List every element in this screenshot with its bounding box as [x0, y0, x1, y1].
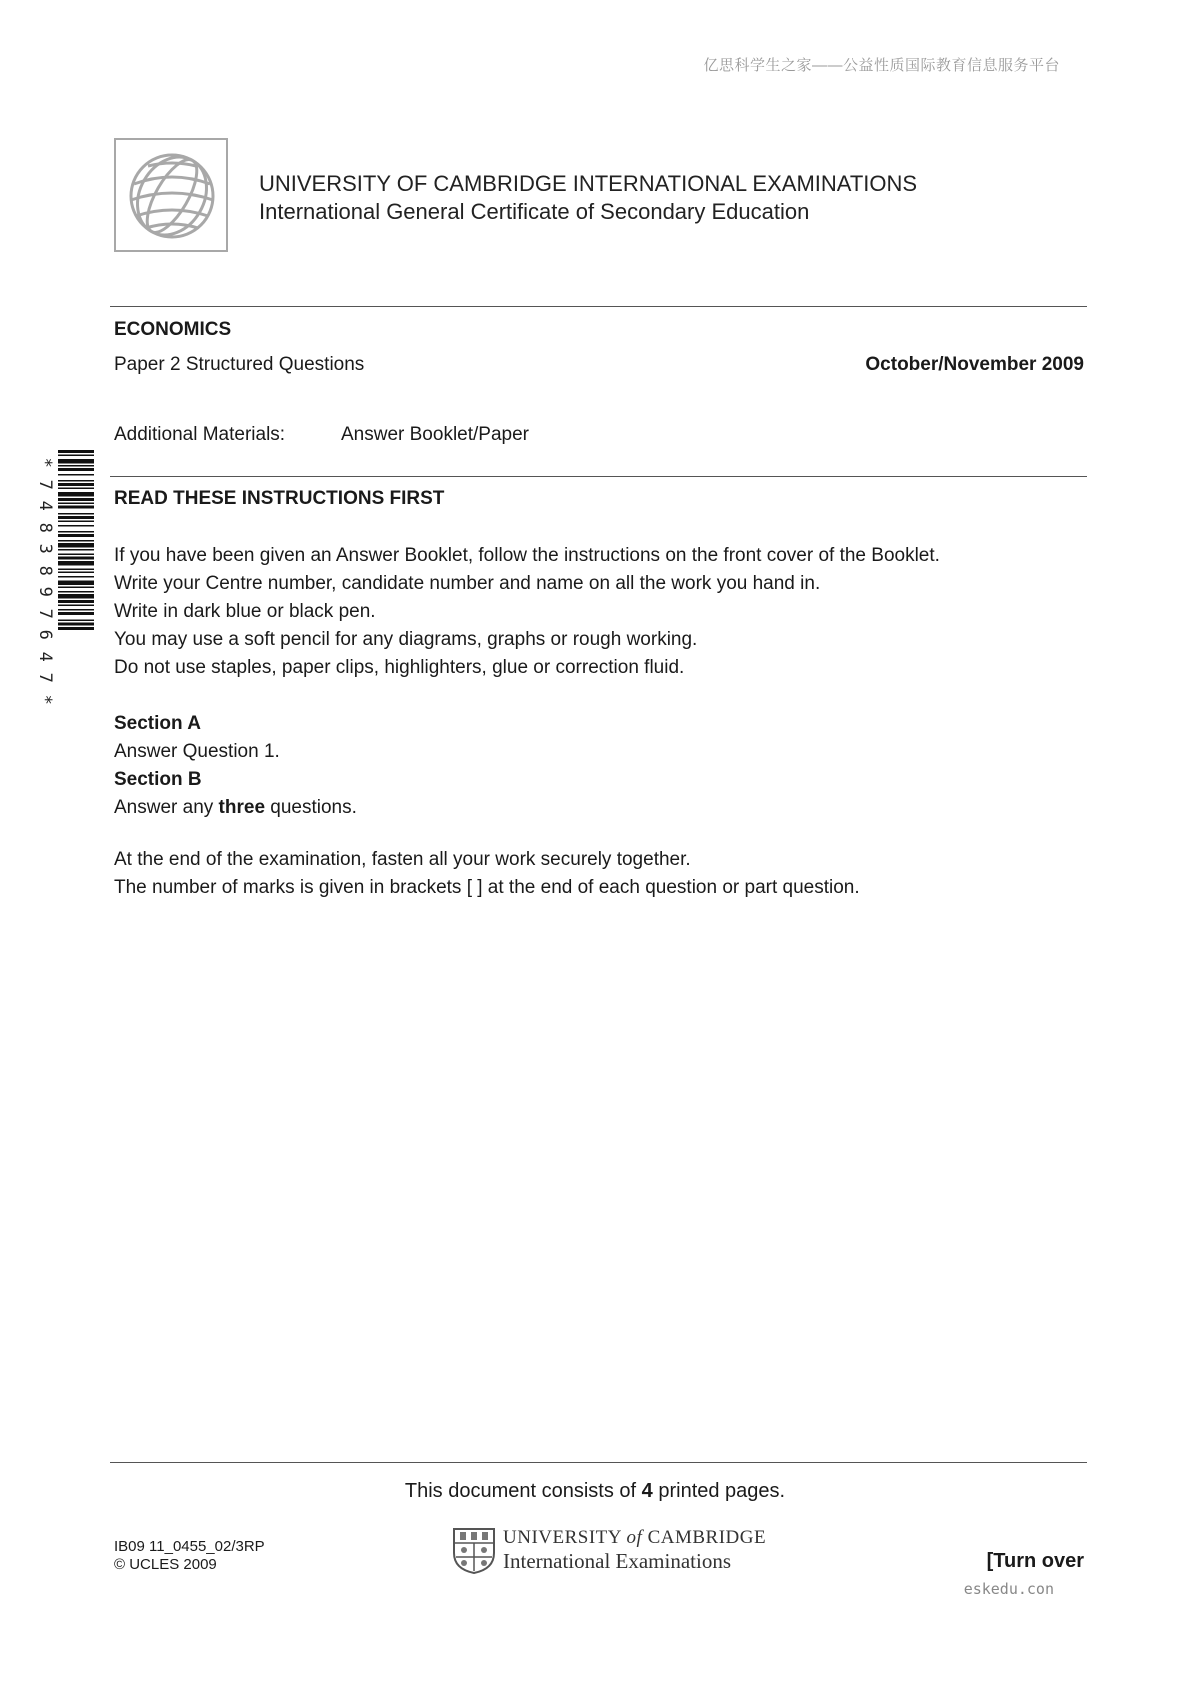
barcode-digit: 9: [34, 586, 55, 597]
cambridge-shield-icon: [452, 1527, 496, 1575]
barcode-bar: [58, 576, 94, 578]
materials-value: Answer Booklet/Paper: [341, 424, 529, 445]
barcode-bar: [58, 627, 94, 630]
barcode-bar: [58, 455, 94, 457]
barcode-graphic: [58, 450, 94, 676]
barcode-bar: [58, 561, 94, 566]
qualification-name: International General Certificate of Secondary Education: [259, 199, 810, 224]
section-b-text-pre: Answer any: [114, 797, 219, 818]
instructions-divider: [110, 476, 1087, 477]
barcode-bar: [58, 549, 94, 551]
barcode-digit: 4: [34, 651, 55, 662]
barcode-bar: [58, 521, 94, 523]
section-a-text: Answer Question 1.: [114, 741, 280, 762]
section-instructions: [114, 710, 357, 822]
paper-code: IB09 11_0455_02/3RP: [114, 1538, 265, 1555]
barcode-digit: 8: [34, 522, 55, 533]
closing-instructions: [114, 846, 860, 902]
barcode-bar: [58, 605, 94, 607]
board-name: UNIVERSITY OF CAMBRIDGE INTERNATIONAL EXAMINATIONS: [259, 171, 918, 196]
barcode-number: [34, 452, 54, 710]
barcode-bar: [58, 474, 94, 476]
instructions-heading: READ THESE INSTRUCTIONS FIRST: [114, 488, 445, 509]
barcode-bar: [58, 591, 94, 593]
barcode-bar: [58, 468, 94, 471]
page-count-pre: This document consists of: [404, 1480, 642, 1502]
uc-cambridge: CAMBRIDGE: [647, 1527, 767, 1548]
copyright: © UCLES 2009: [114, 1556, 217, 1573]
barcode-bar: [58, 623, 94, 626]
barcode-bar: [58, 620, 94, 622]
barcode-digit: 3: [34, 543, 55, 554]
page-count-note: [0, 1480, 1190, 1503]
section-a-label: Section A: [114, 713, 201, 734]
barcode-bar: [58, 534, 94, 537]
barcode-bar: [58, 480, 94, 482]
closing-line: At the end of the examination, fasten all your work securely together.: [114, 849, 691, 870]
barcode-bar: [58, 594, 94, 599]
exam-board-title: [259, 170, 917, 226]
materials-label: Additional Materials:: [114, 424, 286, 445]
barcode-digit: 8: [34, 565, 55, 576]
page-count-post: printed pages.: [652, 1480, 786, 1502]
barcode-bar: [58, 587, 94, 589]
globe-icon: [126, 150, 218, 242]
barcode-digit: 7: [34, 672, 55, 683]
section-b-text-bold: three: [218, 797, 266, 818]
top-divider: [110, 306, 1087, 307]
barcode-bar: [58, 483, 94, 486]
barcode-bar: [58, 572, 94, 574]
barcode-digit: 6: [34, 629, 55, 640]
uc-university: UNIVERSITY: [503, 1527, 622, 1548]
subject-title: ECONOMICS: [114, 319, 232, 340]
barcode-digit: 7: [34, 608, 55, 619]
barcode-bar: [58, 492, 94, 497]
barcode-bar: [58, 525, 94, 527]
barcode-digit: *: [34, 457, 55, 468]
barcode-bar: [58, 513, 94, 515]
header-watermark-note: 亿思科学生之家——公益性质国际教育信息服务平台: [703, 57, 1060, 74]
barcode-bar: [58, 609, 94, 611]
turn-over-label: [Turn over: [986, 1550, 1084, 1572]
general-instructions: [114, 542, 940, 682]
uc-subtitle: International Examinations: [503, 1549, 732, 1573]
barcode-bar: [58, 498, 94, 501]
barcode-bar: [58, 600, 94, 603]
barcode-digit: 4: [34, 500, 55, 511]
section-b-text: [114, 794, 357, 822]
instruction-line: You may use a soft pencil for any diagrams, graphs or rough working.: [114, 629, 698, 650]
barcode-bar: [58, 465, 94, 467]
barcode-bar: [58, 488, 94, 490]
document-code: [114, 1538, 265, 1574]
barcode-bar: [58, 557, 94, 560]
page-count-number: 4: [641, 1480, 653, 1502]
barcode-digit: *: [34, 694, 55, 705]
additional-materials: [114, 424, 529, 446]
barcode-digit: 7: [34, 479, 55, 490]
barcode-bar: [58, 569, 94, 571]
instruction-line: If you have been given an Answer Booklet, follow the instructions on the front cover of the Booklet.: [114, 545, 940, 566]
barcode-bar: [58, 516, 94, 519]
barcode-bar: [58, 450, 94, 453]
footer-divider: [110, 1462, 1087, 1463]
barcode-bar: [58, 503, 94, 505]
paper-title: Paper 2 Structured Questions: [114, 354, 365, 375]
instruction-line: Write in dark blue or black pen.: [114, 601, 376, 622]
uc-of: of: [626, 1527, 643, 1548]
barcode-bar: [58, 531, 94, 533]
instruction-line: Do not use staples, paper clips, highlighters, glue or correction fluid.: [114, 657, 685, 678]
section-b-text-post: questions.: [265, 797, 357, 818]
exam-session: October/November 2009: [865, 354, 1084, 375]
barcode-bar: [58, 543, 94, 548]
barcode-bar: [58, 581, 94, 586]
closing-line: The number of marks is given in brackets [ ] at the end of each question or part question.: [114, 877, 860, 898]
site-note: eskedu.con: [963, 1580, 1054, 1598]
barcode-bar: [58, 554, 94, 556]
barcode-bar: [58, 506, 94, 509]
section-b-label: Section B: [114, 769, 202, 790]
barcode-bar: [58, 612, 94, 615]
instruction-line: Write your Centre number, candidate number and name on all the work you hand in.: [114, 573, 821, 594]
barcode-bar: [58, 459, 94, 464]
cambridge-footer-logo: [503, 1527, 766, 1574]
globe-logo: [114, 138, 228, 252]
barcode-bar: [58, 540, 94, 542]
